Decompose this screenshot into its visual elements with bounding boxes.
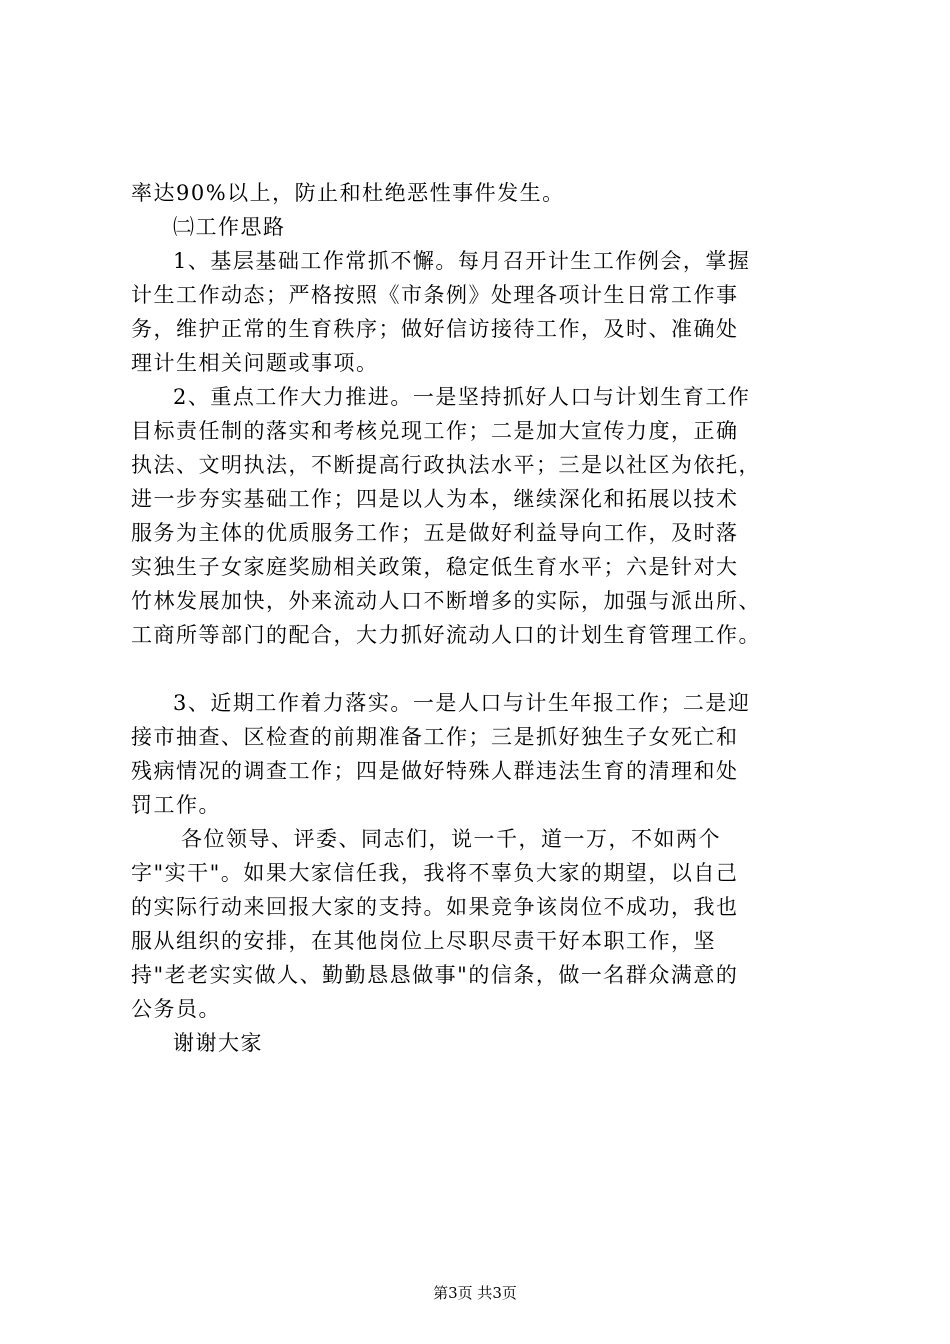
text-line: 3、近期工作着力落实。一是人口与计生年报工作；二是迎	[173, 691, 751, 715]
text-line: 1、基层基础工作常抓不懈。每月召开计生工作例会，掌握	[173, 249, 751, 273]
text-line: 持"老老实实做人、勤勤恳恳做事"的信条，做一名群众满意的	[131, 963, 739, 987]
text-line: 进一步夯实基础工作；四是以人为本，继续深化和拓展以技术	[131, 487, 739, 511]
text-line: 2、重点工作大力推进。一是坚持抓好人口与计划生育工作	[173, 385, 751, 409]
section-heading: ㈡工作思路	[173, 215, 286, 239]
text-line: 公务员。	[131, 997, 221, 1021]
text-line: 谢谢大家	[173, 1031, 263, 1055]
text-line: 残病情况的调查工作；四是做好特殊人群违法生育的清理和处	[131, 759, 739, 783]
text-line: 服务为主体的优质服务工作；五是做好利益导向工作，及时落	[131, 521, 739, 545]
text-line: 理计生相关问题或事项。	[131, 351, 379, 375]
text-line: 工商所等部门的配合，大力抓好流动人口的计划生育管理工作。	[131, 623, 761, 647]
paragraph-thanks	[131, 1026, 851, 1060]
paragraph-item-3	[131, 686, 851, 822]
text-line: 的实际行动来回报大家的支持。如果竞争该岗位不成功，我也	[131, 895, 739, 919]
paragraph-item-1	[131, 244, 851, 380]
text-line: 率达90%以上，防止和杜绝恶性事件发生。	[131, 181, 565, 205]
paragraph-spacer	[131, 652, 851, 686]
text-line: 服从组织的安排，在其他岗位上尽职尽责干好本职工作，坚	[131, 929, 716, 953]
text-line: 务，维护正常的生育秩序；做好信访接待工作，及时、准确处	[131, 317, 739, 341]
paragraph-item-2	[131, 380, 851, 652]
document-body	[131, 176, 851, 1060]
text-line: 字"实干"。如果大家信任我，我将不辜负大家的期望，以自己	[131, 861, 739, 885]
page-number-label: 第3页 共3页	[433, 1284, 517, 1302]
text-line: 竹林发展加快，外来流动人口不断增多的实际，加强与派出所、	[131, 589, 761, 613]
text-line: 目标责任制的落实和考核兑现工作；二是加大宣传力度，正确	[131, 419, 739, 443]
text-line: 计生工作动态；严格按照《市条例》处理各项计生日常工作事	[131, 283, 739, 307]
text-line: 罚工作。	[131, 793, 221, 817]
page-footer	[0, 1283, 950, 1303]
text-line: 实独生子女家庭奖励相关政策，稳定低生育水平；六是针对大	[131, 555, 739, 579]
heading-work-ideas	[131, 210, 851, 244]
paragraph-closing-target	[131, 176, 851, 210]
paragraph-closing-remarks	[131, 822, 851, 1026]
text-line: 执法、文明执法，不断提高行政执法水平；三是以社区为依托，	[131, 453, 761, 477]
text-line: 接市抽查、区检查的前期准备工作；三是抓好独生子女死亡和	[131, 725, 739, 749]
text-line: 各位领导、评委、同志们，说一千，道一万，不如两个	[181, 827, 721, 851]
